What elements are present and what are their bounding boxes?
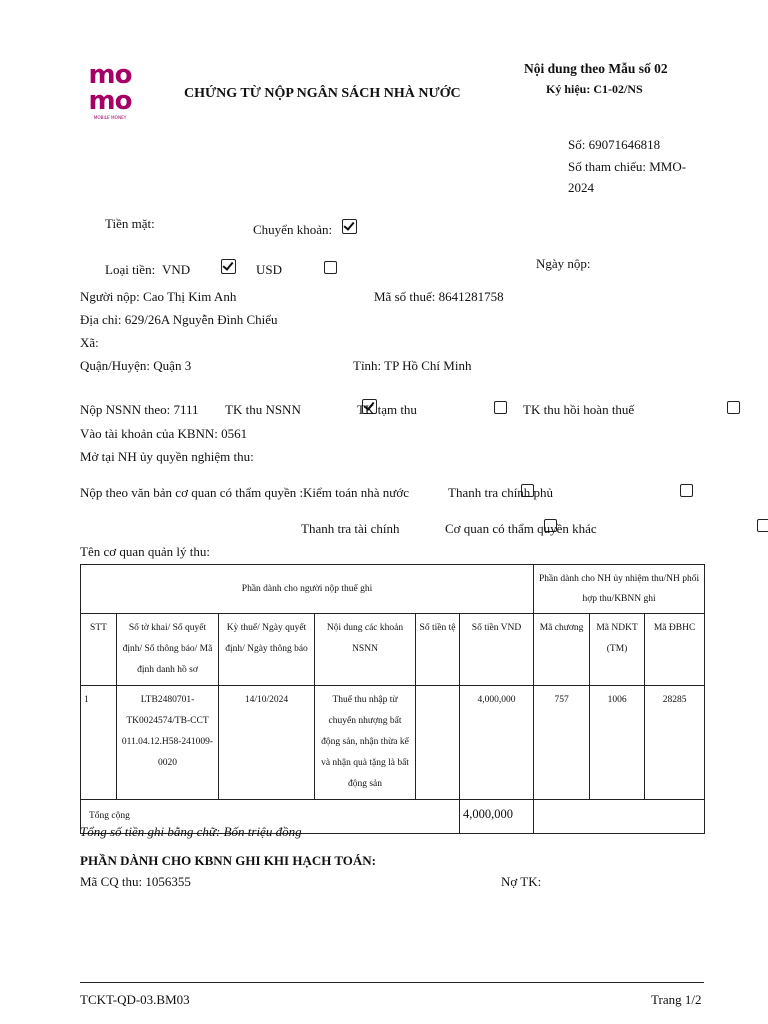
logo-line-1: mo (88, 62, 132, 90)
tk-hoan-thue-label: TK thu hồi hoàn thuế (523, 402, 635, 417)
logo-tagline: MOBILE MONEY (93, 115, 127, 120)
amount-in-words: Tổng số tiền ghi bằng chữ: Bốn triệu đồng (80, 824, 302, 839)
footer-divider (80, 982, 704, 983)
cq-code: Mã CQ thu: 1056355 (80, 874, 191, 889)
tk-tam-thu-checkbox[interactable] (494, 401, 507, 414)
transfer-checkbox[interactable] (342, 219, 357, 234)
payment-date-label: Ngày nộp: (536, 256, 591, 271)
header-stt: STT (81, 614, 117, 686)
section-payer-header: Phần dành cho người nộp thuế ghi (81, 565, 534, 614)
debit-account-label: Nợ TK: (501, 874, 542, 889)
other-authority-checkbox[interactable] (757, 519, 768, 532)
footer-code: TCKT-QD-03.BM03 (80, 992, 190, 1007)
row-content: Thuế thu nhập từ chuyển nhượng bất động sản, nhận thừa kế và nhận quà tặng là bất động sản (315, 686, 416, 800)
row-dbhc: 28285 (645, 686, 705, 800)
header-ndkt: Mã NDKT (TM) (590, 614, 645, 686)
total-label: Tổng cộng (81, 800, 460, 834)
vnd-label: VND (162, 262, 191, 277)
table-header-row (81, 614, 705, 686)
tk-tam-thu-label: TK tạm thu (357, 402, 417, 417)
header-doc-no: Số tờ khai/ Số quyết định/ Số thông báo/ Mã định danh hồ sơ (117, 614, 219, 686)
vnd-checkbox[interactable] (221, 259, 236, 274)
audit-label: Kiểm toán nhà nước (303, 485, 409, 500)
row-period: 14/10/2024 (219, 686, 315, 800)
section-bank-header: Phần dành cho NH ủy nhiệm thu/NH phối hợp thu/KBNN ghi (534, 565, 705, 614)
table-section-row (81, 565, 705, 614)
payer-province: Tỉnh: TP Hồ Chí Minh (353, 358, 472, 373)
cash-label: Tiền mặt: (105, 216, 155, 231)
payer-ward: Xã: (80, 335, 99, 350)
payer-district: Quận/Huyện: Quận 3 (80, 358, 192, 373)
document-number: Số: 69071646818 (568, 137, 661, 152)
row-ndkt: 1006 (590, 686, 645, 800)
header-period: Kỳ thuế/ Ngày quyết định/ Ngày thông báo (219, 614, 315, 686)
table-row (81, 686, 705, 800)
reference-line-2: 2024 (568, 180, 594, 195)
tk-hoan-thue-checkbox[interactable] (727, 401, 740, 414)
header-fx-amount: Số tiền tệ (416, 614, 460, 686)
gov-inspect-checkbox[interactable] (680, 484, 693, 497)
header-dbhc: Mã ĐBHC (645, 614, 705, 686)
momo-logo (80, 62, 140, 120)
fin-inspect-label: Thanh tra tài chính (301, 521, 400, 536)
gov-inspect-label: Thanh tra chính phủ (448, 485, 554, 500)
nsnn-pay-by: Nộp NSNN theo: 7111 (80, 402, 199, 417)
manager-label: Tên cơ quan quản lý thu: (80, 544, 210, 559)
logo-line-2: mo (88, 86, 132, 116)
bank-open-label: Mở tại NH ủy quyền nghiệm thu: (80, 449, 254, 464)
total-value: 4,000,000 (460, 800, 534, 834)
transfer-label: Chuyển khoản: (253, 222, 333, 237)
currency-label: Loại tiền: (105, 262, 156, 277)
header-chapter: Mã chương (534, 614, 590, 686)
row-chapter: 757 (534, 686, 590, 800)
kbnn-section-title: PHẦN DÀNH CHO KBNN GHI KHI HẠCH TOÁN: (80, 853, 377, 868)
other-authority-label: Cơ quan có thẩm quyền khác (445, 521, 597, 536)
tk-thu-nsnn-label: TK thu NSNN (225, 402, 301, 417)
payer-address: Địa chỉ: 629/26A Nguyễn Đình Chiểu (80, 312, 278, 327)
row-doc-no: LTB2480701-TK0024574/TB-CCT 011.04.12.H58-241009-0020 (117, 686, 219, 800)
row-stt: 1 (81, 686, 117, 800)
payer-tax-code: Mã số thuế: 8641281758 (374, 289, 504, 304)
usd-label: USD (256, 262, 283, 277)
authority-label: Nộp theo văn bản cơ quan có thẩm quyền : (80, 485, 304, 500)
usd-checkbox[interactable] (324, 261, 337, 274)
row-vnd-amount: 4,000,000 (460, 686, 534, 800)
payer-name: Người nộp: Cao Thị Kim Anh (80, 289, 237, 304)
kbnn-account: Vào tài khoản của KBNN: 0561 (80, 426, 248, 441)
footer-page: Trang 1/2 (651, 992, 702, 1007)
form-note: Nội dung theo Mẫu số 02 (524, 61, 668, 76)
document-title: CHỨNG TỪ NỘP NGÂN SÁCH NHÀ NƯỚC (184, 86, 461, 101)
reference-line-1: Số tham chiếu: MMO- (568, 159, 687, 174)
form-symbol: Ký hiệu: C1-02/NS (546, 82, 643, 96)
header-vnd-amount: Số tiền VND (460, 614, 534, 686)
tax-payment-table (80, 564, 705, 834)
row-fx-amount (416, 686, 460, 800)
header-content: Nội dung các khoản NSNN (315, 614, 416, 686)
total-bank-cell (534, 800, 705, 834)
